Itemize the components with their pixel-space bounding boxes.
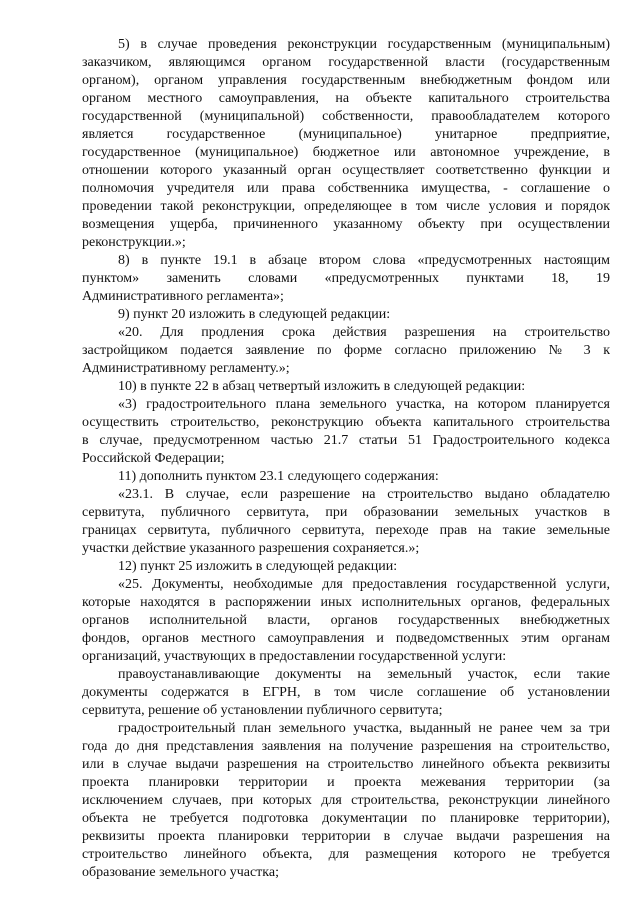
text-line: застройщиком подается заявление по форме согласно приложению № 3 к <box>82 343 610 358</box>
text-line: государственной (муниципальной) собственности, правообладателем которого <box>82 109 610 124</box>
text-line: 10) в пункте 22 в абзац четвертый изложить в следующей редакции: <box>118 379 526 394</box>
text-line: «3) градостроительного плана земельного участка, на котором планируется <box>118 397 610 412</box>
text-line: «25. Документы, необходимые для предоставления государственной услуги, <box>118 577 610 592</box>
text-line: границах сервитута, публичного сервитута, переходе прав на такие земельные <box>82 523 610 538</box>
text-line: сервитута, решение об установлении публичного сервитута; <box>82 703 443 718</box>
text-line: 9) пункт 20 изложить в следующей редакции: <box>118 307 391 322</box>
text-line: реквизиты проекта планировки территории в случае выдачи разрешения на <box>82 829 610 844</box>
text-line: Административного регламента»; <box>82 289 284 304</box>
text-line: пунктом» заменить словами «предусмотренных пунктами 18, 19 <box>82 271 610 286</box>
text-line: органом местного самоуправления, на объекте капитального строительства <box>82 91 610 106</box>
text-line: участки действие указанного разрешения сохраняется.»; <box>82 541 420 556</box>
text-line: 5) в случае проведения реконструкции государственным (муниципальным) <box>118 37 610 52</box>
text-line: строительство линейного объекта, для размещения которого не требуется <box>82 847 610 862</box>
text-line: документы содержатся в ЕГРН, в том числе соглашение об установлении <box>82 685 610 700</box>
text-line: проекта планировки территории и проекта межевания территории (за <box>82 775 610 790</box>
text-line: организаций, участвующих в предоставлении государственной услуги: <box>82 649 507 664</box>
text-line: полномочия учредителя или права собственника имущества, - соглашение о <box>82 181 610 196</box>
text-line: в случае, предусмотренном частью 21.7 статьи 51 Градостроительного кодекса <box>82 433 610 448</box>
text-line: государственное (муниципальное) бюджетное или автономное учреждение, в <box>82 145 610 160</box>
text-line: 11) дополнить пунктом 23.1 следующего содержания: <box>118 469 439 484</box>
text-line: объекта не требуется подготовка документации по планировке территории), <box>82 811 610 826</box>
text-line: заказчиком, являющимся органом государственной власти (государственным <box>82 55 610 70</box>
text-line: градостроительный план земельного участка, выданный не ранее чем за три <box>118 721 610 736</box>
text-line: образование земельного участка; <box>82 865 279 880</box>
text-line: реконструкции.»; <box>82 235 186 250</box>
text-line: или в случае выдачи разрешения на строительство линейного объекта реквизиты <box>82 757 610 772</box>
text-line: Российской Федерации; <box>82 451 225 466</box>
text-line: 12) пункт 25 изложить в следующей редакции: <box>118 559 398 574</box>
text-line: возмещения ущерба, причиненного указанному объекту при осуществлении <box>82 217 610 232</box>
text-line: 8) в пункте 19.1 в абзаце втором слова «предусмотренных настоящим <box>118 253 610 268</box>
text-line: правоустанавливающие документы на земельный участок, если такие <box>118 667 610 682</box>
text-line: «23.1. В случае, если разрешение на строительство выдано обладателю <box>118 487 610 502</box>
text-line: года до дня представления заявления на получение разрешения на строительство, <box>82 739 610 754</box>
document-body <box>82 36 610 882</box>
text-line: органов исполнительной власти, органов государственных внебюджетных <box>82 613 610 628</box>
text-line: «20. Для продления срока действия разрешения на строительство <box>118 325 610 340</box>
text-line: является государственное (муниципальное) унитарное предприятие, <box>82 127 610 142</box>
text-line: органом), органом управления государственным внебюджетным фондом или <box>82 73 610 88</box>
text-line: проведении такой реконструкции, определяющее в том числе условия и порядок <box>82 199 610 214</box>
text-line: фондов, органов местного самоуправления и подведомственных этим органам <box>82 631 610 646</box>
text-line: исключением случаев, при которых для строительства, реконструкции линейного <box>82 793 610 808</box>
text-line: которые находятся в распоряжении иных исполнительных органов, федеральных <box>82 595 610 610</box>
text-line: сервитута, публичного сервитута, при образовании земельных участков в <box>82 505 610 520</box>
text-line: отношении которого указанный орган осуществляет соответственно функции и <box>82 163 610 178</box>
text-line: осуществить строительство, реконструкцию объекта капитального строительства <box>82 415 610 430</box>
text-line: Административному регламенту.»; <box>82 361 290 376</box>
